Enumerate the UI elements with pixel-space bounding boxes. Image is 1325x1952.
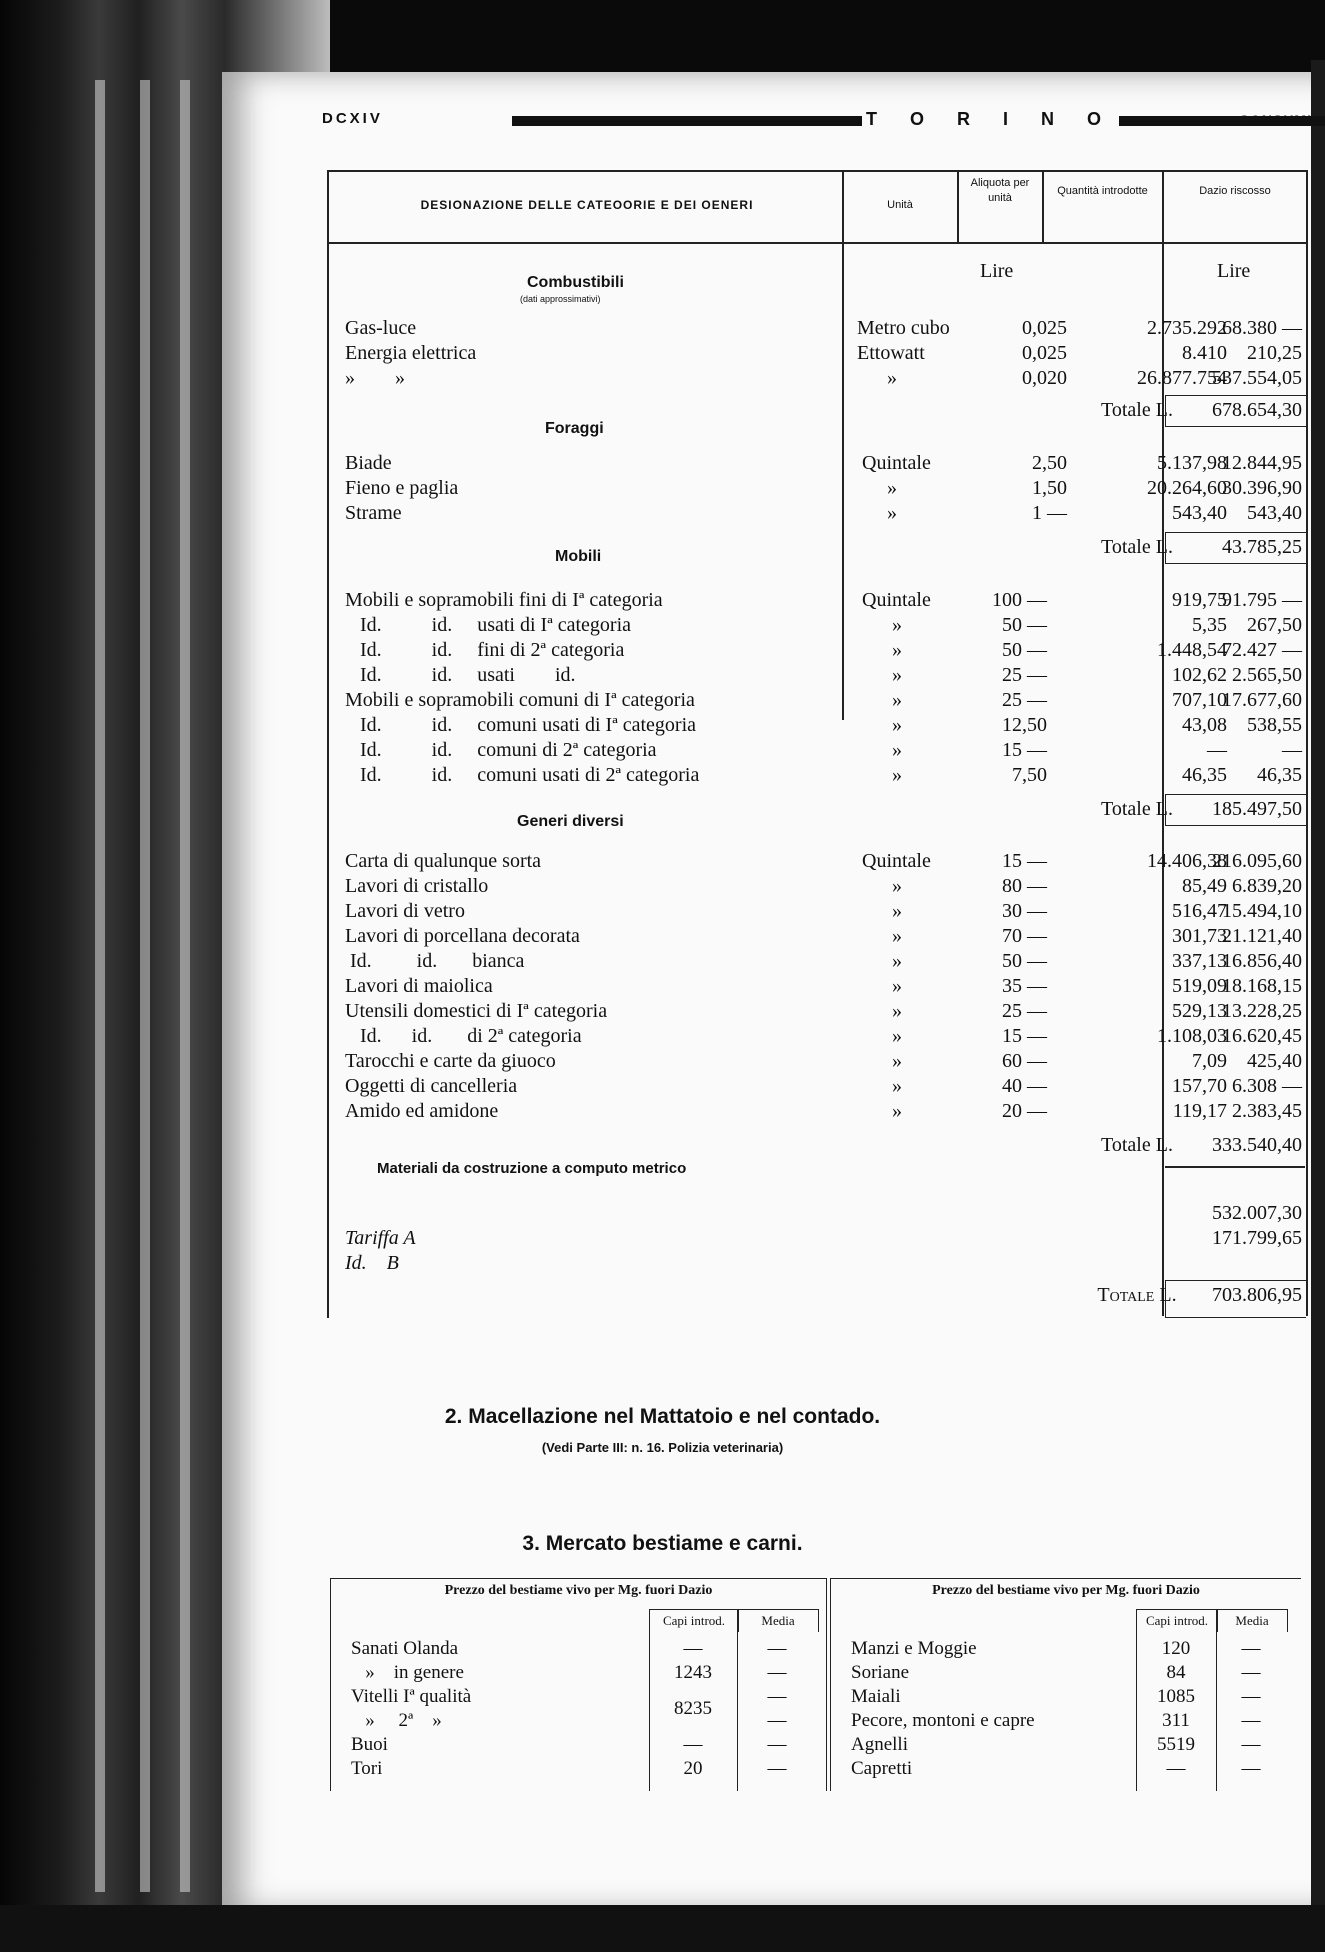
col-header-media: Media xyxy=(1216,1609,1288,1632)
table-row xyxy=(327,637,1307,663)
row-qty: 707,10 xyxy=(1172,689,1227,711)
row-unit: » xyxy=(892,925,902,947)
row-duty: — xyxy=(1282,739,1302,761)
row-rate: 15 — xyxy=(1002,850,1047,872)
row-unit: Quintale xyxy=(862,850,931,872)
table-top-rule xyxy=(327,170,1307,172)
col-header-capi: Capi introd. xyxy=(649,1609,739,1632)
total-label: Totale L. xyxy=(1101,399,1173,421)
row-qty: 14.406,38 xyxy=(1147,850,1227,872)
row-capi: 1243 xyxy=(674,1662,712,1683)
row-capi: — xyxy=(683,1734,703,1755)
row-media: — xyxy=(1241,1686,1261,1707)
table-row xyxy=(327,1023,1307,1049)
col-header-capi: Capi introd. xyxy=(1136,1609,1218,1632)
row-name: Soriane xyxy=(851,1662,910,1683)
scan-bottom-border xyxy=(0,1905,1325,1952)
row-rate: 50 — xyxy=(1002,950,1047,972)
row-media: — xyxy=(1241,1710,1261,1731)
row-capi: — xyxy=(683,1638,703,1659)
section-title: Materiali da costruzione a computo metrico xyxy=(377,1160,687,1177)
row-unit: » xyxy=(887,367,897,389)
table-row xyxy=(327,1250,1307,1276)
row-name: Fieno e paglia xyxy=(345,477,459,499)
row-unit: » xyxy=(887,502,897,524)
table-row xyxy=(331,1685,826,1719)
row-qty: 8.410 xyxy=(1182,342,1227,364)
row-duty: 2.565,50 xyxy=(1232,664,1302,686)
row-duty: 16.856,40 xyxy=(1222,950,1302,972)
row-unit: » xyxy=(892,1025,902,1047)
table-row xyxy=(327,475,1307,501)
total-box xyxy=(1165,395,1306,427)
table-row xyxy=(327,662,1307,688)
total-box xyxy=(1165,1280,1306,1318)
row-duty: 16.620,45 xyxy=(1222,1025,1302,1047)
table-row xyxy=(327,1200,1307,1226)
running-head-section: CONSUMI xyxy=(1238,112,1312,128)
row-name: Pecore, montoni e capre xyxy=(851,1710,1035,1731)
row-unit: » xyxy=(892,764,902,786)
row-rate: 25 — xyxy=(1002,1000,1047,1022)
row-capi: 120 xyxy=(1161,1638,1191,1659)
row-unit: » xyxy=(892,714,902,736)
row-duty: 30.396,90 xyxy=(1222,477,1302,499)
row-unit: Ettowatt xyxy=(857,342,925,364)
row-name: Id. id. usati di Iª categoria xyxy=(345,614,632,636)
row-name: Id. id. di 2ª categoria xyxy=(345,1025,582,1047)
row-qty: 157,70 xyxy=(1172,1075,1227,1097)
row-name: Id. id. comuni di 2ª categoria xyxy=(345,739,657,761)
table-row xyxy=(327,450,1307,476)
row-unit: Quintale xyxy=(862,452,931,474)
table-row xyxy=(327,762,1307,788)
row-unit: Quintale xyxy=(862,589,931,611)
row-name: Maiali xyxy=(851,1686,901,1707)
header-rate: Aliquota per unità xyxy=(970,177,1030,204)
table-row xyxy=(327,1098,1307,1124)
row-capi: 84 xyxy=(1166,1662,1186,1683)
row-name: Gas-luce xyxy=(345,317,417,339)
market-table-left xyxy=(330,1578,827,1791)
row-name: Mobili e sopramobili comuni di Iª categoria xyxy=(345,689,695,711)
row-media: — xyxy=(767,1662,787,1683)
row-qty: 529,13 xyxy=(1172,1000,1227,1022)
row-rate: 15 — xyxy=(1002,739,1047,761)
row-name: » 2ª » xyxy=(351,1710,442,1731)
row-qty: 2.735.292 xyxy=(1147,317,1227,339)
market-caption: Prezzo del bestiame vivo per Mg. fuori Dazio xyxy=(444,1583,713,1598)
row-media: — xyxy=(1241,1758,1261,1779)
row-qty: 519,09 xyxy=(1172,975,1227,997)
row-unit: » xyxy=(892,975,902,997)
table-row xyxy=(331,1757,826,1781)
row-unit: » xyxy=(892,1075,902,1097)
row-duty: 15.494,10 xyxy=(1222,900,1302,922)
market-caption: Prezzo del bestiame vivo per Mg. fuori Dazio xyxy=(932,1583,1200,1598)
row-qty: 516,47 xyxy=(1172,900,1227,922)
table-row xyxy=(327,948,1307,974)
row-rate: 100 — xyxy=(992,589,1047,611)
table-row xyxy=(327,612,1307,638)
table-row xyxy=(831,1733,1301,1757)
row-media: — xyxy=(767,1734,787,1755)
row-rate: 12,50 xyxy=(1002,714,1047,736)
col-rule-qty xyxy=(1042,170,1044,242)
row-media: — xyxy=(1241,1662,1261,1683)
table-row xyxy=(327,712,1307,738)
row-unit: » xyxy=(892,1050,902,1072)
table-row xyxy=(327,1073,1307,1099)
row-rate: 25 — xyxy=(1002,689,1047,711)
row-name: Utensili domestici di Iª categoria xyxy=(345,1000,608,1022)
row-name: Lavori di vetro xyxy=(345,900,465,922)
row-duty: 2.383,45 xyxy=(1232,1100,1302,1122)
grand-total-row xyxy=(327,1280,1307,1310)
table-row xyxy=(327,315,1307,341)
row-rate: 70 — xyxy=(1002,925,1047,947)
table-row xyxy=(327,687,1307,713)
title-bar xyxy=(512,108,1325,132)
row-rate: 50 — xyxy=(1002,614,1047,636)
col-header-media: Media xyxy=(737,1609,819,1632)
binding-stripe xyxy=(95,80,105,1892)
row-name: Oggetti di cancelleria xyxy=(345,1075,518,1097)
row-duty: 18.168,15 xyxy=(1222,975,1302,997)
row-qty: 1.108,03 xyxy=(1157,1025,1227,1047)
row-name: Id. id. usati id. xyxy=(345,664,576,686)
table-row xyxy=(831,1709,1301,1733)
row-duty: 13.228,25 xyxy=(1222,1000,1302,1022)
section-2-subtitle: (Vedi Parte III: n. 16. Polizia veterinaria) xyxy=(541,1440,784,1455)
table-row xyxy=(327,365,1307,391)
row-name: Tori xyxy=(351,1758,383,1779)
row-unit: » xyxy=(892,739,902,761)
row-rate: 25 — xyxy=(1002,664,1047,686)
row-qty: 5.137,98 xyxy=(1157,452,1227,474)
header-designation: DESIONAZIONE DELLE CATEOORIE E DEI OENERI xyxy=(420,198,754,212)
row-name: Lavori di porcellana decorata xyxy=(345,925,580,947)
row-name: Agnelli xyxy=(851,1734,908,1755)
section-title: Combustibili xyxy=(527,274,624,291)
total-label: Totale L. xyxy=(1101,1134,1173,1156)
row-unit: » xyxy=(892,875,902,897)
header-quantity: Quantità introdotte xyxy=(1057,185,1148,197)
row-name: Id. id. comuni usati di 2ª categoria xyxy=(345,764,700,786)
row-unit: Metro cubo xyxy=(857,317,950,339)
table-row xyxy=(831,1757,1301,1781)
total-label: Totale L. xyxy=(1097,1284,1177,1306)
row-rate: 15 — xyxy=(1002,1025,1047,1047)
total-row xyxy=(327,794,1307,824)
row-name: Carta di qualunque sorta xyxy=(345,850,542,872)
row-duty: 46,35 xyxy=(1257,764,1302,786)
total-box xyxy=(1165,532,1306,564)
col-rule xyxy=(649,1631,650,1791)
row-rate: 35 — xyxy=(1002,975,1047,997)
table-row xyxy=(327,848,1307,874)
col-rule xyxy=(737,1631,738,1791)
row-qty: 85,49 xyxy=(1182,875,1227,897)
row-qty: 119,17 xyxy=(1172,1100,1227,1122)
row-name: Lavori di maiolica xyxy=(345,975,493,997)
row-duty: 6.839,20 xyxy=(1232,875,1302,897)
section-title: Foraggi xyxy=(545,420,604,437)
market-table-right xyxy=(830,1578,1301,1791)
row-qty: 919,75 xyxy=(1172,589,1227,611)
running-head xyxy=(322,106,1312,136)
table-row xyxy=(331,1661,826,1685)
row-media: — xyxy=(767,1686,787,1707)
total-value: 185.497,50 xyxy=(1212,798,1302,820)
table-row xyxy=(331,1733,826,1757)
table-row xyxy=(327,1225,1307,1251)
row-name: Tarocchi e carte da giuoco xyxy=(345,1050,556,1072)
row-capi: 311 xyxy=(1162,1710,1190,1731)
header-unit: Unità xyxy=(887,199,913,211)
row-capi: 1085 xyxy=(1157,1686,1195,1707)
row-name: Tariffa A xyxy=(345,1227,416,1249)
row-duty: 538,55 xyxy=(1247,714,1302,736)
row-rate: 7,50 xyxy=(1012,764,1047,786)
row-qty: 7,09 xyxy=(1192,1050,1227,1072)
row-name: Manzi e Moggie xyxy=(851,1638,977,1659)
table-row xyxy=(327,898,1307,924)
row-media: — xyxy=(1241,1734,1261,1755)
row-duty: 21.121,40 xyxy=(1222,925,1302,947)
row-duty: 543,40 xyxy=(1247,502,1302,524)
row-media: — xyxy=(767,1638,787,1659)
total-box xyxy=(1165,794,1306,826)
row-rate: 0,025 xyxy=(1022,342,1067,364)
total-label: Totale L. xyxy=(1101,798,1173,820)
row-unit: » xyxy=(887,477,897,499)
row-name: » » xyxy=(345,367,405,389)
row-rate: 0,025 xyxy=(1022,317,1067,339)
row-capi: 8235 xyxy=(674,1698,712,1719)
binding-stripe xyxy=(180,80,190,1892)
row-duty: 17.677,60 xyxy=(1222,689,1302,711)
row-rate: 80 — xyxy=(1002,875,1047,897)
row-duty: 425,40 xyxy=(1247,1050,1302,1072)
row-rate: 60 — xyxy=(1002,1050,1047,1072)
table-row xyxy=(327,340,1307,366)
section-title: Generi diversi xyxy=(517,813,624,830)
row-duty: 532.007,30 xyxy=(1212,1202,1302,1224)
rate-currency: Lire xyxy=(980,260,1014,282)
row-rate: 0,020 xyxy=(1022,367,1067,389)
table-row xyxy=(327,973,1307,999)
row-rate: 40 — xyxy=(1002,1075,1047,1097)
table-row xyxy=(831,1661,1301,1685)
table-row xyxy=(327,873,1307,899)
section-title: Mobili xyxy=(555,548,602,565)
row-duty: 91.795 — xyxy=(1222,589,1302,611)
section-subtitle: (dati approssimativi) xyxy=(520,294,601,304)
row-duty: 267,50 xyxy=(1247,614,1302,636)
row-unit: » xyxy=(892,664,902,686)
row-duty: 210,25 xyxy=(1247,342,1302,364)
table-row xyxy=(327,1048,1307,1074)
table-row xyxy=(331,1637,826,1661)
page-number: DCXIV xyxy=(322,110,383,127)
row-name: Id. id. bianca xyxy=(345,950,525,972)
total-value: 703.806,95 xyxy=(1212,1284,1302,1306)
row-duty: 216.095,60 xyxy=(1212,850,1302,872)
total-row xyxy=(327,532,1307,562)
table-row xyxy=(327,737,1307,763)
running-head-city: T O R I N O xyxy=(862,108,1119,130)
row-name: Strame xyxy=(345,502,402,524)
col-rule-rate xyxy=(957,170,959,242)
row-name: Id. id. comuni usati di Iª categoria xyxy=(345,714,696,736)
row-qty: 5,35 xyxy=(1192,614,1227,636)
table-header-rule xyxy=(327,242,1307,244)
row-rate: 20 — xyxy=(1002,1100,1047,1122)
row-rate: 1,50 xyxy=(1032,477,1067,499)
row-name: Sanati Olanda xyxy=(351,1638,459,1659)
table-row xyxy=(327,500,1307,526)
row-qty: 1.448,54 xyxy=(1157,639,1227,661)
row-name: Id. B xyxy=(345,1252,399,1274)
row-unit: » xyxy=(892,689,902,711)
table-row xyxy=(831,1637,1301,1661)
binding-stripe xyxy=(140,80,150,1892)
table-row xyxy=(331,1709,826,1733)
row-duty: 537.554,05 xyxy=(1212,367,1302,389)
row-media: — xyxy=(1241,1638,1261,1659)
row-name: Biade xyxy=(345,452,392,474)
table-row xyxy=(327,587,1307,613)
row-qty: 20.264,60 xyxy=(1147,477,1227,499)
row-capi: 5519 xyxy=(1157,1734,1195,1755)
row-capi: 20 xyxy=(683,1758,703,1779)
total-row xyxy=(327,395,1307,425)
total-value: 43.785,25 xyxy=(1222,536,1302,558)
row-qty: 543,40 xyxy=(1172,502,1227,524)
row-name: Amido ed amidone xyxy=(345,1100,499,1122)
row-name: Energia elettrica xyxy=(345,342,477,364)
col-rule xyxy=(1216,1631,1217,1791)
scan-right-edge xyxy=(1311,60,1325,1920)
row-unit: » xyxy=(892,950,902,972)
row-name: Capretti xyxy=(851,1758,913,1779)
col-rule xyxy=(1136,1631,1137,1791)
row-name: » in genere xyxy=(351,1662,464,1683)
row-qty: 301,73 xyxy=(1172,925,1227,947)
row-unit: » xyxy=(892,1100,902,1122)
total-value: 333.540,40 xyxy=(1212,1134,1302,1156)
row-name: Id. id. fini di 2ª categoria xyxy=(345,639,625,661)
row-rate: 2,50 xyxy=(1032,452,1067,474)
row-media: — xyxy=(767,1758,787,1779)
row-duty: 12.844,95 xyxy=(1222,452,1302,474)
row-qty: 102,62 xyxy=(1172,664,1227,686)
row-qty: 43,08 xyxy=(1182,714,1227,736)
row-duty: 6.308 — xyxy=(1232,1075,1302,1097)
row-unit: » xyxy=(892,614,902,636)
row-qty: — xyxy=(1207,739,1227,761)
row-capi: — xyxy=(1166,1758,1186,1779)
section-3-title: 3. Mercato bestiame e carni. xyxy=(522,1532,803,1555)
table-row xyxy=(327,998,1307,1024)
header-duty: Dazio riscosso xyxy=(1199,185,1271,197)
row-rate: 30 — xyxy=(1002,900,1047,922)
table-row xyxy=(327,923,1307,949)
row-name: Lavori di cristallo xyxy=(345,875,489,897)
total-label: Totale L. xyxy=(1101,536,1173,558)
section-2-title: 2. Macellazione nel Mattatoio e nel contado. xyxy=(444,1405,881,1428)
total-rule xyxy=(1165,1166,1305,1168)
duty-currency: Lire xyxy=(1217,260,1251,282)
total-row xyxy=(327,1130,1307,1160)
row-qty: 46,35 xyxy=(1182,764,1227,786)
row-name: Buoi xyxy=(351,1734,388,1755)
consumi-table xyxy=(327,170,1307,1320)
total-value: 678.654,30 xyxy=(1212,399,1302,421)
row-duty: 171.799,65 xyxy=(1212,1227,1302,1249)
row-qty: 26.877.754 xyxy=(1137,367,1227,389)
row-unit: » xyxy=(892,1000,902,1022)
row-rate: 50 — xyxy=(1002,639,1047,661)
row-name: Vitelli Iª qualità xyxy=(351,1686,472,1707)
row-media: — xyxy=(767,1710,787,1731)
row-qty: 337,13 xyxy=(1172,950,1227,972)
row-duty: 68.380 — xyxy=(1222,317,1302,339)
row-unit: » xyxy=(892,639,902,661)
row-rate: 1 — xyxy=(1032,502,1067,524)
table-row xyxy=(831,1685,1301,1709)
row-name: Mobili e sopramobili fini di Iª categoria xyxy=(345,589,663,611)
row-unit: » xyxy=(892,900,902,922)
row-duty: 72.427 — xyxy=(1222,639,1302,661)
